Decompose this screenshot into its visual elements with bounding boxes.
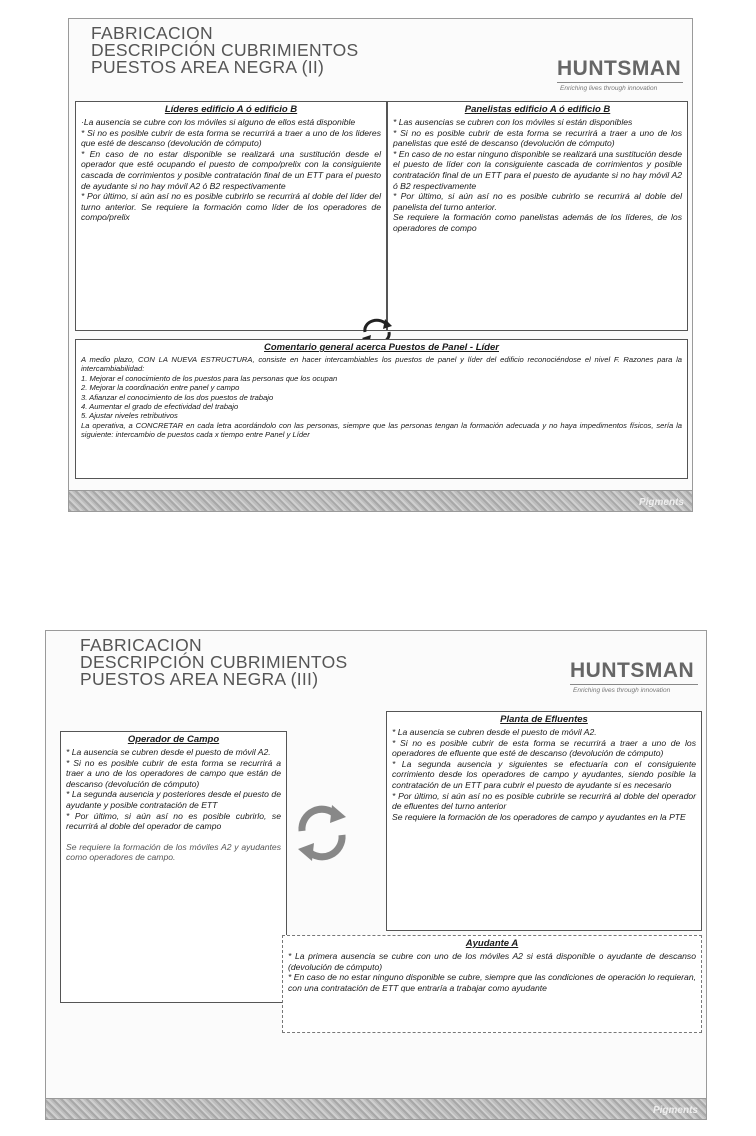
- comment-paragraph: La operativa, a CONCRETAR en cada letra acordándolo con las personas, siempre que las personas tengan la formación adecuada y no haya impedimentos físicos, sería la siguiente: intercambio de puestos cada x tiempo entre Panel y Líder: [81, 420, 682, 440]
- leaders-box-title: Líderes edificio A ó edificio B: [164, 104, 298, 115]
- field-operator-paragraph: * Si no es posible cubrir de esta forma se recurrirá a traer a uno de los operadores de campo que están de descanso (devolución de cómputo): [66, 757, 281, 789]
- comment-list-item: 2. Mejorar la coordinación entre panel y campo: [81, 383, 240, 393]
- field-operator-note: Se requiere la formación de los móviles A2 y ayudantes como operadores de campo.: [66, 841, 281, 863]
- leaders-paragraph: ·La ausencia se cubre con los móviles si alguno de ellos está disponible: [81, 117, 356, 127]
- field-operator-paragraph: * La ausencia se cubren desde el puesto de móvil A2.: [66, 747, 271, 757]
- logo-tagline: Enriching lives through innovation: [560, 85, 658, 92]
- slide-1-title: [91, 25, 358, 76]
- panelists-paragraph: Se requiere la formación como panelistas además de los líderes, de los operadores de compo: [393, 212, 682, 233]
- title-line-2: DESCRIPCIÓN CUBRIMIENTOS: [91, 40, 359, 60]
- effluent-plant-title: Planta de Efluentes: [500, 714, 588, 725]
- title-line-1: FABRICACION: [80, 635, 202, 655]
- slide-2-footer: [46, 1098, 706, 1119]
- leaders-paragraph: * Si no es posible cubrir de esta forma se recurrirá a traer a uno de los lideres que esté de descanso (devolución de cómputo): [81, 127, 381, 149]
- panelists-paragraph: * Las ausencias se cubren con los móviles si están disponibles: [393, 117, 633, 127]
- slide-1-footer: [69, 490, 692, 511]
- title-line-1: FABRICACION: [91, 23, 213, 43]
- panelists-paragraph: * Si no es posible cubrir de esta forma se recurrirá a traer a uno de los panelistas que esté de descanso (devolución de cómputo): [393, 127, 682, 149]
- field-operator-title: Operador de Campo: [127, 734, 220, 745]
- logo-tagline: Enriching lives through innovation: [573, 687, 671, 694]
- comment-list-item: 3. Afianzar el conocimiento de los dos puestos de trabajo: [81, 392, 274, 402]
- field-operator-box: [60, 731, 287, 1003]
- slide-2: [45, 630, 707, 1120]
- effluent-paragraph: * Por último, si aún así no es posible cubrirle se recurrirá al doble del operador de efluentes del turno anterior: [392, 790, 696, 812]
- panelists-box-title: Panelistas edificio A ó edificio B: [464, 104, 611, 115]
- slide-1: [68, 18, 693, 512]
- title-line-3: PUESTOS AREA NEGRA (II): [91, 57, 325, 77]
- leaders-paragraph: * Por último, si aún así no es posible cubrirlo se recurrirá al doble del líder del turno anterior. Se requiere la formación como líder de los operadores de compo/prelix: [81, 191, 381, 223]
- footer-brand: Pigments: [652, 1105, 698, 1116]
- field-operator-paragraph: * Por último, si aún así no es posible cubrirlo, se recurrirá al doble del operador de campo: [66, 810, 281, 832]
- assistant-paragraph: * En caso de no estar ninguno disponible se cubre, siempre que las condiciones de operación lo requieran, con una contratación de ETT que entraría a trabajar como ayudante: [288, 972, 696, 993]
- leaders-box: [75, 101, 387, 331]
- huntsman-logo: HUNTSMAN: [557, 57, 682, 80]
- assistant-box: [282, 935, 702, 1033]
- effluent-paragraph: * Si no es posible cubrir de esta forma se recurrirá a traer a uno de los operadores de efluente que esté de descanso (devolución de cómputo): [392, 737, 696, 759]
- logo-divider: [557, 82, 683, 83]
- field-operator-paragraph: * La segunda ausencia y posteriores desde el puesto de ayudante y posible contratación de ETT: [66, 789, 281, 810]
- leaders-paragraph: * En caso de no estar disponible se realizará una sustitución desde el operador que esté ocupando el puesto de compo/prelix con la consiguiente cascada de corrimientos y posible contratación final de un ETT para el puesto de ayudante si no hay móvil A2 ó B2 respectivamente: [81, 148, 381, 191]
- logo-divider: [570, 684, 698, 685]
- effluent-paragraph: * La ausencia se cubren desde el puesto de móvil A2.: [392, 727, 597, 737]
- assistant-paragraph: * La primera ausencia se cubre con uno de los móviles A2 si está disponible o ayudante de descanso (devolución de cómputo): [288, 951, 696, 972]
- comment-paragraph: A medio plazo, CON LA NUEVA ESTRUCTURA, consiste en hacer intercambiables los puestos de panel y líder del edificio reconociéndose el nivel F. Razones para la intercambiabilidad:: [81, 355, 682, 374]
- cycle-arrows-icon: [290, 801, 354, 865]
- title-line-2: DESCRIPCIÓN CUBRIMIENTOS: [80, 652, 348, 672]
- panelists-box: [387, 101, 688, 331]
- effluent-paragraph: * La segunda ausencia y siguientes se efectuaría con el consiguiente corrimiento desde los operadores de campo y ayudantes, siendo posible la contratación de un ETT para cubrir el puesto de ayudante si es necesario: [392, 758, 696, 790]
- general-comment-box: [75, 339, 688, 479]
- effluent-plant-box: [386, 711, 702, 931]
- comment-list-item: 1. Mejorar el conocimiento de los puestos para las personas que los ocupan: [81, 373, 338, 383]
- comment-list-item: 5. Ajustar niveles retributivos: [81, 411, 178, 421]
- title-line-3: PUESTOS AREA NEGRA (III): [80, 669, 319, 689]
- assistant-title: Ayudante A: [465, 938, 519, 949]
- effluent-paragraph: Se requiere la formación de los operadores de campo y ayudantes en la PTE: [392, 811, 686, 822]
- panelists-paragraph: * Por último, si aún así no es posible cubrirlo se recurrirá al doble del panelista del turno anterior.: [393, 191, 682, 212]
- comment-list-item: 4. Aumentar el grado de efectividad del trabajo: [81, 402, 239, 412]
- footer-brand: Pigments: [638, 497, 684, 508]
- huntsman-logo: HUNTSMAN: [570, 659, 695, 682]
- panelists-paragraph: * En caso de no estar ninguno disponible se realizará una sustitución desde el puesto de líder con la consiguiente cascada de corrimientos y posible contratación final de un ETT para el puesto de ayudante si no hay móvil A2 ó B2 respectivamente: [393, 148, 682, 191]
- general-comment-title: Comentario general acerca Puestos de Panel - Líder: [264, 342, 499, 353]
- slide-2-title: [80, 637, 347, 688]
